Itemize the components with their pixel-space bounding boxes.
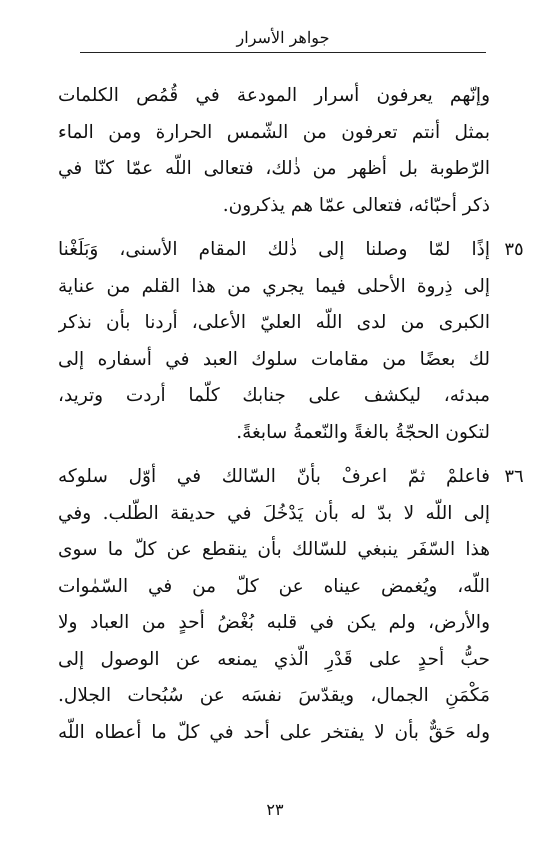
text-line: بمثل أنتم تعرفون من الشّمس الحرارة ومن الماء xyxy=(58,121,490,143)
text-line: مَكْمَنِ الجمال، ويقدّسَ نفسَه عن سُبُحات الجلال. xyxy=(58,685,490,706)
text-line: وله حَقٌّ بأن لا يفتخر على أحد في كلّ ما أعطاه اللّه xyxy=(58,721,490,743)
text-line: ذكر أحبّائه، فتعالى عمّا هم يذكرون. xyxy=(222,194,490,216)
text-line: اللّه، ويُغمض عيناه عن كلّ من في السّمٰوات xyxy=(58,575,490,597)
page-number: ٢٣ xyxy=(266,800,284,819)
verse-number-marginal: ٣٥ xyxy=(504,239,524,260)
verse-number-marginal: ٣٦ xyxy=(504,466,524,487)
text-line: وإنّهم يعرفون أسرار المودعة في قُمُص الكلمات xyxy=(58,85,490,106)
page-body xyxy=(58,78,524,751)
paragraph-36 xyxy=(58,459,524,751)
paragraph-gap xyxy=(58,224,490,232)
text-line: حبُّ أحدٍ على قَدْرِ الّذي يمنعه عن الوصول إلى xyxy=(58,648,490,670)
text-line: لتكون الحجّةُ بالغةً والنّعمةُ سابغةً. xyxy=(236,421,490,443)
paragraph-gap xyxy=(58,451,490,459)
text-line: هذا السّفَر ينبغي للسّالك بأن ينقطع عن كلّ ما سوى xyxy=(58,539,490,560)
paragraph-35 xyxy=(58,232,524,451)
running-header-title: جواهر الأسرار xyxy=(236,28,330,47)
text-line: والأرض، ولم يكن في قلبه بُغْضُ أحدٍ من العباد ولا xyxy=(58,612,490,633)
text-line: لك بعضًا من مقامات سلوك العبد في أسفاره إلى xyxy=(58,348,490,370)
paragraph-1 xyxy=(58,78,490,224)
text-line: إلى اللّه لا بدّ له بأن يَدْخُلَ في حديقة الطّلب. وفي xyxy=(58,502,490,524)
text-line: الكبرى من لدى اللّه العليّ الأعلى، أردنا بأن نذكر xyxy=(58,312,490,333)
text-line: الرّطوبة بل أظهر من ذٰلك، فتعالى اللّه عمّا كنّا في xyxy=(58,158,490,179)
text-line: إلى ذِروة الأحلى فيما يجري من هذا القلم من عناية xyxy=(58,275,490,297)
text-line: إذًا لمّا وصلنا إلى ذٰلك المقام الأسنى، وَبَلَغْنا xyxy=(58,239,490,260)
text-line: مبدئه، ليكشف على جنابك كلّما أردت وتريد، xyxy=(58,385,490,406)
text-line: فاعلمْ ثمّ اعرفْ بأنّ السّالك في أوّل سلوكه xyxy=(58,466,490,487)
header-rule xyxy=(80,52,486,53)
